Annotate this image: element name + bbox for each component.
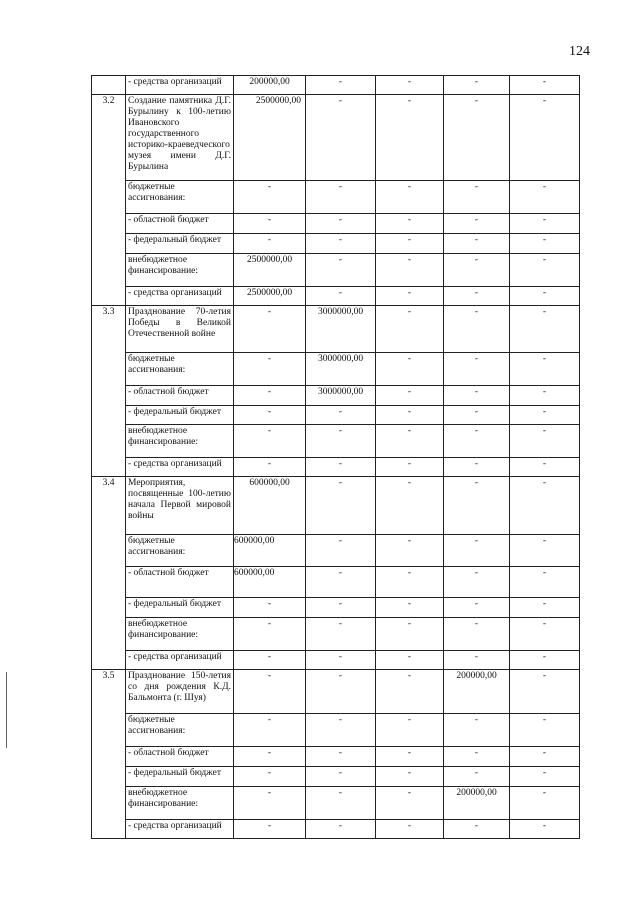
amount-cell-year-3: - (376, 287, 444, 306)
amount-cell-year-1: - (234, 214, 306, 234)
table-row (92, 406, 580, 425)
table-row (92, 535, 580, 567)
amount-cell-year-1: - (234, 820, 306, 839)
amount-cell-year-1: 2500000,00 (234, 254, 306, 287)
table-row (92, 254, 580, 287)
amount-cell-year-2: - (306, 76, 376, 95)
amount-cell-year-2: 3000000,00 (306, 353, 376, 386)
section-number: 3.3 (92, 306, 126, 477)
amount-cell-year-3: - (376, 787, 444, 820)
amount-cell-year-1: - (234, 386, 306, 406)
amount-cell-year-2: - (306, 95, 376, 181)
amount-cell-year-3: - (376, 95, 444, 181)
amount-cell-year-5: - (510, 181, 580, 214)
amount-cell-year-2: 3000000,00 (306, 386, 376, 406)
amount-cell-year-1: - (234, 714, 306, 747)
section-number: 3.2 (92, 95, 126, 306)
table-row (92, 425, 580, 458)
amount-cell-year-1: - (234, 598, 306, 618)
funding-source-label: бюджетные ассигнования: (126, 353, 234, 386)
amount-cell-year-5: - (510, 214, 580, 234)
amount-cell-year-4: - (444, 535, 510, 567)
amount-cell-year-1: - (234, 747, 306, 767)
amount-cell-year-4: - (444, 95, 510, 181)
amount-cell-year-4: - (444, 714, 510, 747)
amount-cell-year-1: - (234, 651, 306, 670)
table-row (92, 787, 580, 820)
table-row (92, 95, 580, 181)
table-row (92, 287, 580, 306)
amount-cell-year-1: - (234, 406, 306, 425)
amount-cell-year-4: - (444, 234, 510, 254)
amount-cell-year-3: - (376, 747, 444, 767)
amount-cell-year-4: - (444, 425, 510, 458)
amount-cell-year-5: - (510, 787, 580, 820)
funding-source-label: - федеральный бюджет (126, 234, 234, 254)
amount-cell-year-5: - (510, 477, 580, 535)
funding-source-label: бюджетные ассигнования: (126, 181, 234, 214)
amount-cell-year-3: - (376, 535, 444, 567)
funding-source-label: - областной бюджет (126, 214, 234, 234)
table-row (92, 567, 580, 598)
amount-cell-year-5: - (510, 76, 580, 95)
table-row (92, 458, 580, 477)
page-number: 124 (569, 44, 590, 59)
amount-cell-year-1: 600000,00 (234, 535, 306, 567)
table-row (92, 651, 580, 670)
amount-cell-year-5: - (510, 618, 580, 651)
funding-source-label: - средства организаций (126, 287, 234, 306)
amount-cell-year-2: - (306, 747, 376, 767)
table-row (92, 747, 580, 767)
table-row (92, 618, 580, 651)
amount-cell-year-3: - (376, 651, 444, 670)
amount-cell-year-2: - (306, 425, 376, 458)
amount-cell-year-5: - (510, 670, 580, 714)
table-row (92, 598, 580, 618)
amount-cell-year-4: - (444, 651, 510, 670)
amount-cell-year-1: - (234, 234, 306, 254)
amount-cell-year-4: 200000,00 (444, 787, 510, 820)
amount-cell-year-5: - (510, 287, 580, 306)
amount-cell-year-4: - (444, 618, 510, 651)
funding-source-label: бюджетные ассигнования: (126, 535, 234, 567)
table-row (92, 234, 580, 254)
scan-margin-line (6, 672, 7, 748)
table-row (92, 76, 580, 95)
table-row (92, 386, 580, 406)
amount-cell-year-3: - (376, 618, 444, 651)
amount-cell-year-3: - (376, 386, 444, 406)
amount-cell-year-5: - (510, 598, 580, 618)
amount-cell-year-1: - (234, 767, 306, 787)
amount-cell-year-4: - (444, 458, 510, 477)
amount-cell-year-4: - (444, 567, 510, 598)
funding-source-label: внебюджетное финансирование: (126, 425, 234, 458)
amount-cell-year-3: - (376, 820, 444, 839)
amount-cell-year-2: - (306, 787, 376, 820)
funding-source-label: внебюджетное финансирование: (126, 254, 234, 287)
section-number (92, 76, 126, 95)
amount-cell-year-3: - (376, 76, 444, 95)
table-row (92, 820, 580, 839)
amount-cell-year-5: - (510, 306, 580, 353)
amount-cell-year-1: - (234, 306, 306, 353)
activity-title: Празднование 70-летия Победы в Великой Отечественной войне (126, 306, 234, 353)
table-row (92, 670, 580, 714)
funding-source-label: - средства организаций (126, 820, 234, 839)
section-number: 3.5 (92, 670, 126, 839)
amount-cell-year-1: - (234, 670, 306, 714)
amount-cell-year-5: - (510, 535, 580, 567)
amount-cell-year-2: - (306, 767, 376, 787)
amount-cell-year-1: 2500000,00 (234, 95, 306, 181)
amount-cell-year-2: - (306, 234, 376, 254)
activity-title: Празднование 150-летия со дня рождения К.Д. Бальмонта (г. Шуя) (126, 670, 234, 714)
amount-cell-year-3: - (376, 477, 444, 535)
amount-cell-year-2: - (306, 618, 376, 651)
amount-cell-year-2: - (306, 214, 376, 234)
amount-cell-year-2: - (306, 287, 376, 306)
funding-source-label: - федеральный бюджет (126, 767, 234, 787)
amount-cell-year-2: 3000000,00 (306, 306, 376, 353)
table-row (92, 477, 580, 535)
amount-cell-year-4: - (444, 820, 510, 839)
activity-title: Мероприятия, посвященные 100-летию начала Первой мировой войны (126, 477, 234, 535)
amount-cell-year-5: - (510, 406, 580, 425)
section-number: 3.4 (92, 477, 126, 670)
amount-cell-year-5: - (510, 458, 580, 477)
amount-cell-year-2: - (306, 567, 376, 598)
funding-source-label: - областной бюджет (126, 747, 234, 767)
amount-cell-year-1: - (234, 618, 306, 651)
budget-table (91, 75, 580, 839)
funding-source-label: - средства организаций (126, 651, 234, 670)
funding-source-label: - федеральный бюджет (126, 406, 234, 425)
amount-cell-year-4: - (444, 181, 510, 214)
amount-cell-year-1: 200000,00 (234, 76, 306, 95)
amount-cell-year-5: - (510, 767, 580, 787)
table-row (92, 353, 580, 386)
amount-cell-year-4: - (444, 747, 510, 767)
amount-cell-year-2: - (306, 670, 376, 714)
amount-cell-year-2: - (306, 181, 376, 214)
amount-cell-year-2: - (306, 535, 376, 567)
amount-cell-year-4: - (444, 254, 510, 287)
table-row (92, 214, 580, 234)
amount-cell-year-3: - (376, 254, 444, 287)
amount-cell-year-3: - (376, 214, 444, 234)
amount-cell-year-3: - (376, 767, 444, 787)
funding-source-label: внебюджетное финансирование: (126, 618, 234, 651)
amount-cell-year-4: - (444, 353, 510, 386)
amount-cell-year-2: - (306, 254, 376, 287)
amount-cell-year-4: 200000,00 (444, 670, 510, 714)
amount-cell-year-1: 600000,00 (234, 567, 306, 598)
amount-cell-year-5: - (510, 254, 580, 287)
funding-source-label: - средства организаций (126, 458, 234, 477)
amount-cell-year-1: 600000,00 (234, 477, 306, 535)
amount-cell-year-1: - (234, 181, 306, 214)
amount-cell-year-2: - (306, 714, 376, 747)
amount-cell-year-4: - (444, 598, 510, 618)
amount-cell-year-5: - (510, 747, 580, 767)
amount-cell-year-4: - (444, 76, 510, 95)
amount-cell-year-5: - (510, 651, 580, 670)
amount-cell-year-5: - (510, 820, 580, 839)
amount-cell-year-3: - (376, 406, 444, 425)
amount-cell-year-3: - (376, 458, 444, 477)
budget-table-body (92, 76, 580, 839)
amount-cell-year-3: - (376, 567, 444, 598)
amount-cell-year-1: - (234, 787, 306, 820)
amount-cell-year-3: - (376, 425, 444, 458)
amount-cell-year-2: - (306, 477, 376, 535)
amount-cell-year-3: - (376, 181, 444, 214)
table-row (92, 181, 580, 214)
amount-cell-year-4: - (444, 287, 510, 306)
amount-cell-year-3: - (376, 306, 444, 353)
amount-cell-year-4: - (444, 767, 510, 787)
amount-cell-year-1: - (234, 353, 306, 386)
table-row (92, 714, 580, 747)
funding-source-label: бюджетные ассигнования: (126, 714, 234, 747)
amount-cell-year-4: - (444, 306, 510, 353)
amount-cell-year-5: - (510, 234, 580, 254)
amount-cell-year-2: - (306, 406, 376, 425)
amount-cell-year-2: - (306, 651, 376, 670)
amount-cell-year-2: - (306, 598, 376, 618)
amount-cell-year-2: - (306, 820, 376, 839)
amount-cell-year-5: - (510, 353, 580, 386)
amount-cell-year-1: - (234, 458, 306, 477)
amount-cell-year-3: - (376, 598, 444, 618)
amount-cell-year-4: - (444, 477, 510, 535)
funding-source-label: - областной бюджет (126, 567, 234, 598)
activity-title: Создание памятника Д.Г. Бурылину к 100-летию Ивановского государственного историко-краеведческого музея имени Д.Г. Бурылина (126, 95, 234, 181)
funding-source-label: внебюджетное финансирование: (126, 787, 234, 820)
funding-source-label: - областной бюджет (126, 386, 234, 406)
table-row (92, 306, 580, 353)
amount-cell-year-4: - (444, 406, 510, 425)
amount-cell-year-3: - (376, 714, 444, 747)
amount-cell-year-3: - (376, 670, 444, 714)
amount-cell-year-3: - (376, 234, 444, 254)
amount-cell-year-5: - (510, 567, 580, 598)
amount-cell-year-5: - (510, 386, 580, 406)
amount-cell-year-4: - (444, 386, 510, 406)
funding-source-label: - федеральный бюджет (126, 598, 234, 618)
amount-cell-year-5: - (510, 425, 580, 458)
amount-cell-year-4: - (444, 214, 510, 234)
amount-cell-year-1: - (234, 425, 306, 458)
amount-cell-year-3: - (376, 353, 444, 386)
amount-cell-year-1: 2500000,00 (234, 287, 306, 306)
amount-cell-year-2: - (306, 458, 376, 477)
amount-cell-year-5: - (510, 95, 580, 181)
amount-cell-year-5: - (510, 714, 580, 747)
table-row (92, 767, 580, 787)
activity-title: - средства организаций (126, 76, 234, 95)
